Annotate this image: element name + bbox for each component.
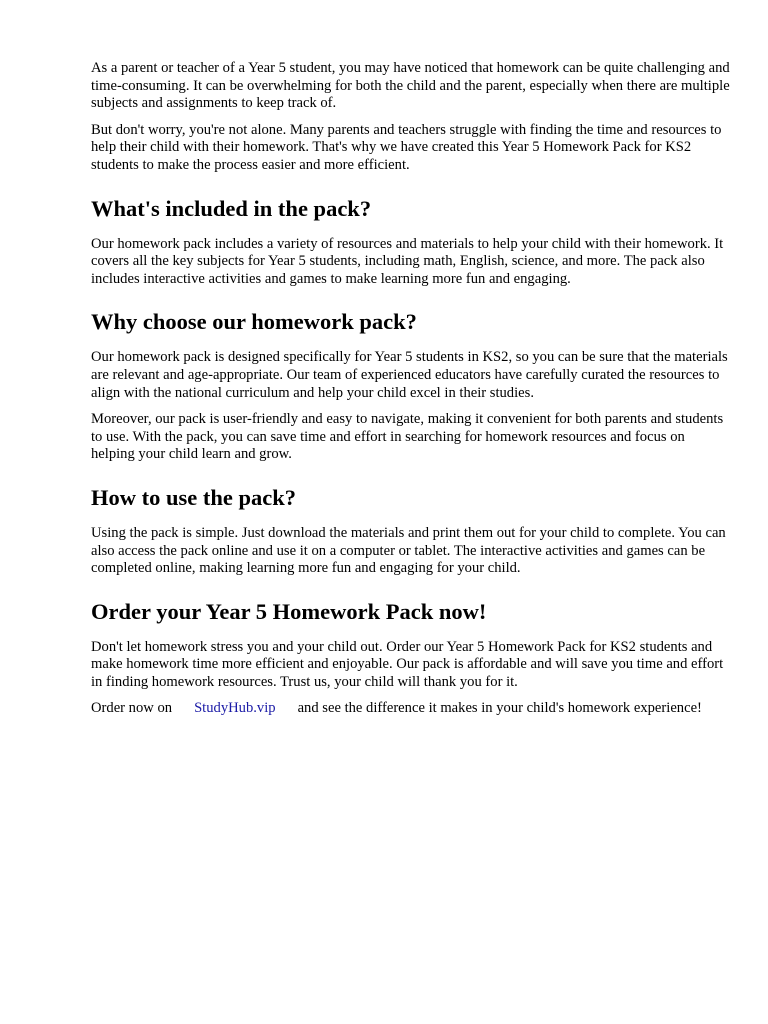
- order-cta-prefix: Order now on: [91, 700, 173, 717]
- heading-order-now: Order your Year 5 Homework Pack now!: [91, 598, 487, 624]
- document-page: [91, 60, 731, 718]
- how-paragraph: Using the pack is simple. Just download the materials and print them out for your child to complete. You can also access the pack online and use it on a computer or tablet. The interactive activities and games can be completed online, making learning more fun and engaging for your child.: [91, 524, 726, 577]
- studyhub-link[interactable]: StudyHub.vip: [194, 700, 276, 717]
- why-paragraph-2: Moreover, our pack is user-friendly and easy to navigate, making it convenient for both parents and students to use. With the pack, you can save time and effort in searching for homework resources and focus on helping your child learn and grow.: [91, 411, 724, 463]
- heading-why-choose: Why choose our homework pack?: [91, 309, 417, 335]
- intro-paragraph-2: But don't worry, you're not alone. Many parents and teachers struggle with finding the time and resources to help their child with their homework. That's why we have created this Year 5 Homework Pack for KS2 students to make the process easier and more efficient.: [91, 121, 722, 173]
- order-cta-line: [91, 700, 731, 718]
- why-paragraph-1: Our homework pack is designed specifically for Year 5 students in KS2, so you can be sure that the materials are relevant and age-appropriate. Our team of experienced educators have carefully curated the resources to align with the national curriculum and help your child excel in their studies.: [91, 349, 728, 401]
- heading-whats-included: What's included in the pack?: [91, 195, 372, 221]
- order-cta-suffix: and see the difference it makes in your child's homework experience!: [297, 700, 702, 717]
- intro-paragraph-1: As a parent or teacher of a Year 5 student, you may have noticed that homework can be quite challenging and time-consuming. It can be overwhelming for both the child and the parent, especially when there are multiple subjects and assignments to keep track of.: [91, 60, 730, 112]
- included-paragraph: Our homework pack includes a variety of resources and materials to help your child with their homework. It covers all the key subjects for Year 5 students, including math, English, science, and more. The pack also includes interactive activities and games to make learning more fun and engaging.: [91, 235, 724, 287]
- order-paragraph: Don't let homework stress you and your child out. Order our Year 5 Homework Pack for KS2 students and make homework time more efficient and enjoyable. Our pack is affordable and will save you time and effort in finding homework resources. Trust us, your child will thank you for it.: [91, 638, 724, 690]
- heading-how-to-use: How to use the pack?: [91, 484, 297, 510]
